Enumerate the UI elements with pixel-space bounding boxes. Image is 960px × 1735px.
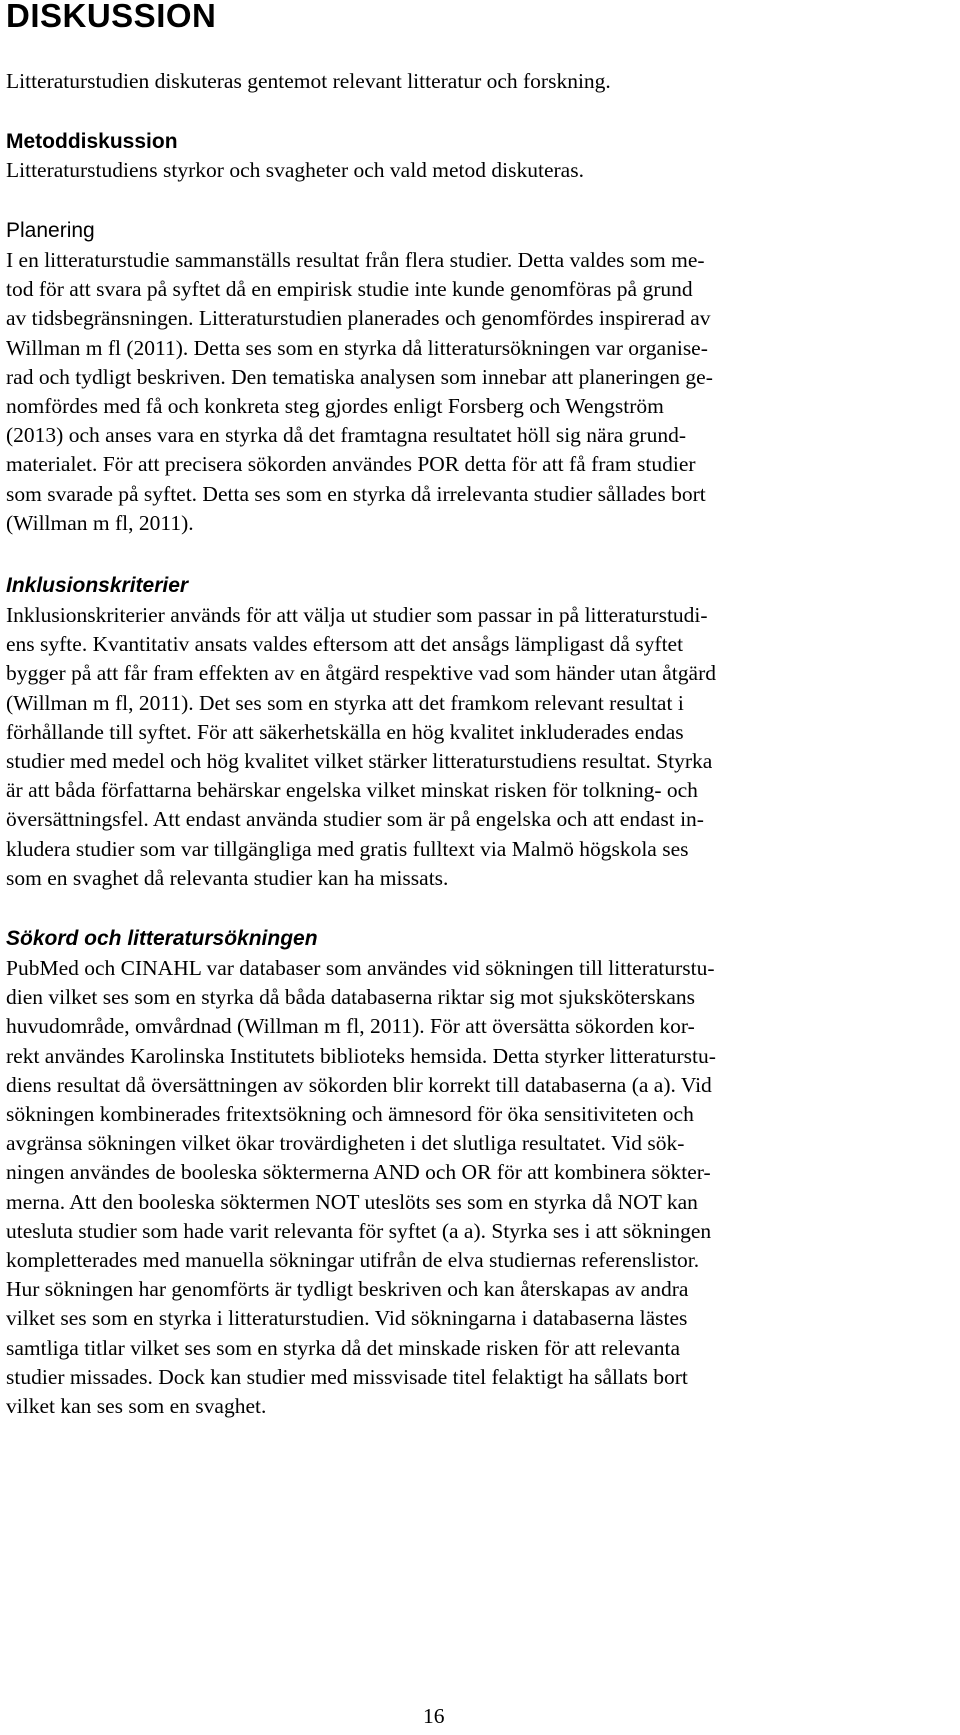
section-heading-inklusionskriterier: Inklusionskriterier (6, 574, 189, 597)
page-title: DISKUSSION (6, 0, 217, 34)
text-line: som svarade på syftet. Detta ses som en styrka då irrelevanta studier sållades bort (6, 481, 706, 506)
text-line: Inklusionskriterier används för att välja ut studier som passar in på litteraturstudi- (6, 603, 708, 627)
text-line: diens resultat då översättningen av sökorden blir korrekt till databaserna (a a). Vid (6, 1072, 712, 1097)
text-line: ningen användes de booleska söktermerna AND och OR för att kombinera sökter- (6, 1160, 711, 1185)
intro-paragraph: Litteraturstudien diskuteras gentemot relevant litteratur och forskning. (6, 69, 611, 93)
text-line: vilket ses som en styrka i litteraturstudien. Vid sökningarna i databaserna lästes (6, 1306, 688, 1331)
section-paragraph-sokord (6, 954, 716, 1421)
text-line: PubMed och CINAHL var databaser som användes vid sökningen till litteraturstu- (6, 956, 715, 980)
text-line: som en svaghet då relevanta studier kan ha missats. (6, 865, 449, 890)
section-heading-sokord: Sökord och litteratursökningen (6, 927, 318, 950)
text-line: studier med medel och hög kvalitet vilket stärker litteraturstudiens resultat. Styrka (6, 749, 713, 774)
method-heading: Metoddiskussion (6, 130, 178, 153)
text-line: Hur sökningen har genomförts är tydligt beskriven och kan återskapas av andra (6, 1277, 689, 1302)
text-line: nomfördes med få och konkreta steg gjordes enligt Forsberg och Wengström (6, 394, 664, 419)
text-line: merna. Att den booleska söktermen NOT uteslöts ses som en styrka då NOT kan (6, 1189, 698, 1214)
section-paragraph-inklusionskriterier (6, 601, 716, 893)
text-line: materialet. För att precisera sökorden användes POR detta för att få fram studier (6, 452, 696, 477)
text-line: dien vilket ses som en styrka då båda databaserna riktar sig mot sjuksköterskans (6, 985, 696, 1010)
text-line: är att båda författarna behärskar engelska vilket minskat risken för tolkning- och (6, 778, 698, 803)
text-line: Willman m fl (2011). Detta ses som en styrka då litteratursökningen var organise- (6, 335, 708, 360)
page-number: 16 (423, 1704, 445, 1728)
text-line: förhållande till syftet. För att säkerhetskälla en hög kvalitet inkluderades endas (6, 719, 684, 744)
text-line: samtliga titlar vilket ses som en styrka då det minskade risken för att relevanta (6, 1335, 681, 1360)
text-line: översättningsfel. Att endast använda studier som är på engelska och att endast in- (6, 807, 704, 832)
text-line: rekt användes Karolinska Institutets biblioteks hemsida. Detta styrker litteraturstu- (6, 1043, 716, 1068)
text-line: vilket kan ses som en svaghet. (6, 1394, 267, 1419)
text-line: tod för att svara på syftet då en empirisk studie inte kunde genomföras på grund (6, 277, 693, 302)
text-line: studier missades. Dock kan studier med missvisade titel felaktigt ha sållats bort (6, 1364, 688, 1389)
text-line: sökningen kombinerades fritextsökning och ämnesord för öka sensitiviteten och (6, 1102, 694, 1127)
text-line: kompletterades med manuella sökningar utifrån de elva studiernas referenslistor. (6, 1248, 700, 1273)
text-line: (Willman m fl, 2011). Det ses som en styrka att det framkom relevant resultat i (6, 690, 684, 715)
method-paragraph: Litteraturstudiens styrkor och svagheter och vald metod diskuteras. (6, 158, 584, 182)
text-line: huvudområde, omvårdnad (Willman m fl, 2011). För att översätta sökorden kor- (6, 1014, 695, 1039)
text-line: kludera studier som var tillgängliga med gratis fulltext via Malmö högskola ses (6, 836, 689, 861)
text-line: av tidsbegränsningen. Litteraturstudien planerades och genomfördes inspirerad av (6, 306, 711, 331)
text-line: bygger på att får fram effekten av en åtgärd respektive vad som händer utan åtgärd (6, 661, 716, 686)
text-line: (2013) och anses vara en styrka då det framtagna resultatet höll sig nära grund- (6, 423, 686, 448)
section-heading-planering: Planering (6, 219, 95, 242)
text-line: ens syfte. Kvantitativ ansats valdes eftersom att det ansågs lämpligast då syftet (6, 632, 684, 657)
text-line: (Willman m fl, 2011). (6, 510, 194, 535)
text-line: I en litteraturstudie sammanställs resultat från flera studier. Detta valdes som me- (6, 248, 705, 272)
text-line: avgränsa sökningen vilket ökar trovärdigheten i det slutliga resultatet. Vid sök- (6, 1131, 685, 1156)
text-line: rad och tydligt beskriven. Den tematiska analysen som innebar att planeringen ge- (6, 364, 713, 389)
section-paragraph-planering (6, 246, 713, 538)
text-line: utesluta studier som hade varit relevanta för syftet (a a). Styrka ses i att sökningen (6, 1218, 712, 1243)
